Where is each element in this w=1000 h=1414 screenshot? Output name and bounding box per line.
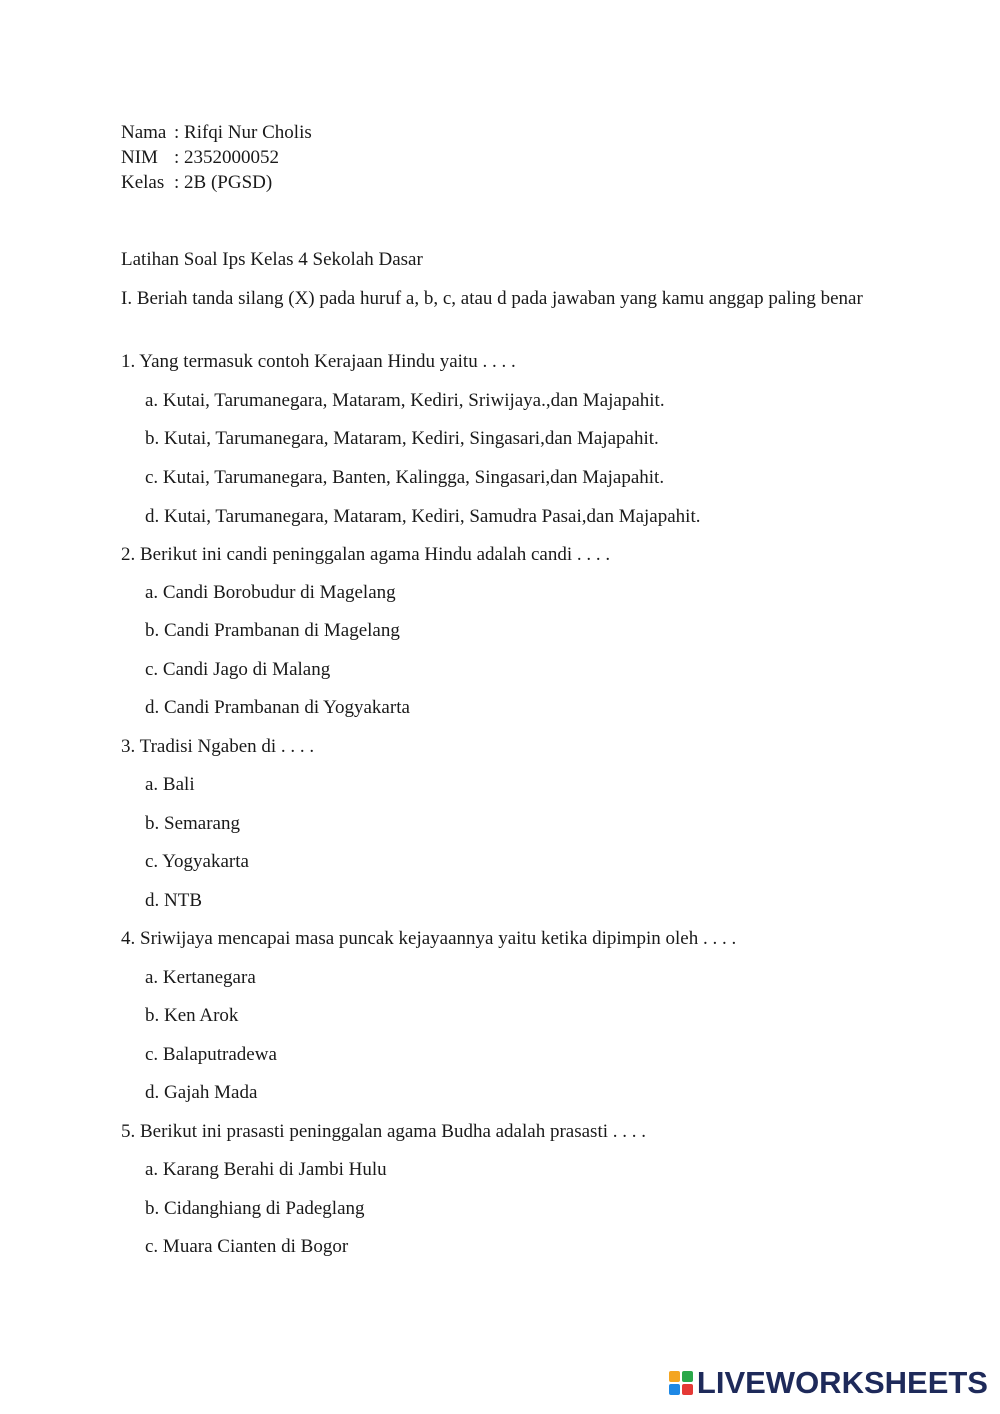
logo-tile-i [682,1371,693,1382]
q3-option-d[interactable]: d. NTB [145,890,202,911]
question-3: 3. Tradisi Ngaben di . . . . [121,736,315,757]
question-5: 5. Berikut ini prasasti peninggalan agama Budha adalah prasasti . . . . [121,1121,646,1142]
q1-option-b[interactable]: b. Kutai, Tarumanegara, Mataram, Kediri, Singasari,dan Majapahit. [145,428,659,449]
q3-option-b[interactable]: b. Semarang [145,813,240,834]
nim-line [121,146,279,170]
question-2: 2. Berikut ini candi peninggalan agama Hindu adalah candi . . . . [121,544,611,565]
q2-option-c[interactable]: c. Candi Jago di Malang [145,659,331,680]
brand-text: LIVEWORKSHEETS [696,1365,988,1400]
q2-option-a[interactable]: a. Candi Borobudur di Magelang [145,582,396,603]
q4-option-b[interactable]: b. Ken Arok [145,1005,239,1026]
liveworksheets-logo-icon [669,1371,693,1395]
q4-option-a[interactable]: a. Kertanegara [145,967,256,988]
worksheet-title: Latihan Soal Ips Kelas 4 Sekolah Dasar [121,249,423,270]
logo-tile-e [682,1384,693,1395]
question-4: 4. Sriwijaya mencapai masa puncak kejayaannya yaitu ketika dipimpin oleh . . . . [121,928,737,949]
q1-option-a[interactable]: a. Kutai, Tarumanegara, Mataram, Kediri, Sriwijaya.,dan Majapahit. [145,390,665,411]
nama-line [121,121,312,145]
q5-option-c[interactable]: c. Muara Cianten di Bogor [145,1236,349,1257]
nim-label: NIM [121,147,158,168]
kelas-value: : 2B (PGSD) [174,172,273,193]
logo-tile-v [669,1384,680,1395]
instruction-text: I. Beriah tanda silang (X) pada huruf a, b, c, atau d pada jawaban yang kamu anggap paling benar [121,288,863,309]
q1-option-c[interactable]: c. Kutai, Tarumanegara, Banten, Kalingga, Singasari,dan Majapahit. [145,467,665,488]
nama-label: Nama [121,122,167,143]
q3-option-a[interactable]: a. Bali [145,774,195,795]
kelas-label: Kelas [121,172,165,193]
nama-value: : Rifqi Nur Cholis [174,122,312,143]
liveworksheets-brand[interactable] [669,1366,988,1400]
q1-option-d[interactable]: d. Kutai, Tarumanegara, Mataram, Kediri, Samudra Pasai,dan Majapahit. [145,506,701,527]
q3-option-c[interactable]: c. Yogyakarta [145,851,249,872]
q5-option-b[interactable]: b. Cidanghiang di Padeglang [145,1198,365,1219]
q4-option-c[interactable]: c. Balaputradewa [145,1044,277,1065]
question-1: 1. Yang termasuk contoh Kerajaan Hindu yaitu . . . . [121,351,516,372]
nim-value: : 2352000052 [174,147,280,168]
kelas-line [121,171,272,195]
q5-option-a[interactable]: a. Karang Berahi di Jambi Hulu [145,1159,387,1180]
q2-option-d[interactable]: d. Candi Prambanan di Yogyakarta [145,697,410,718]
q4-option-d[interactable]: d. Gajah Mada [145,1082,258,1103]
q2-option-b[interactable]: b. Candi Prambanan di Magelang [145,620,400,641]
logo-tile-l [669,1371,680,1382]
